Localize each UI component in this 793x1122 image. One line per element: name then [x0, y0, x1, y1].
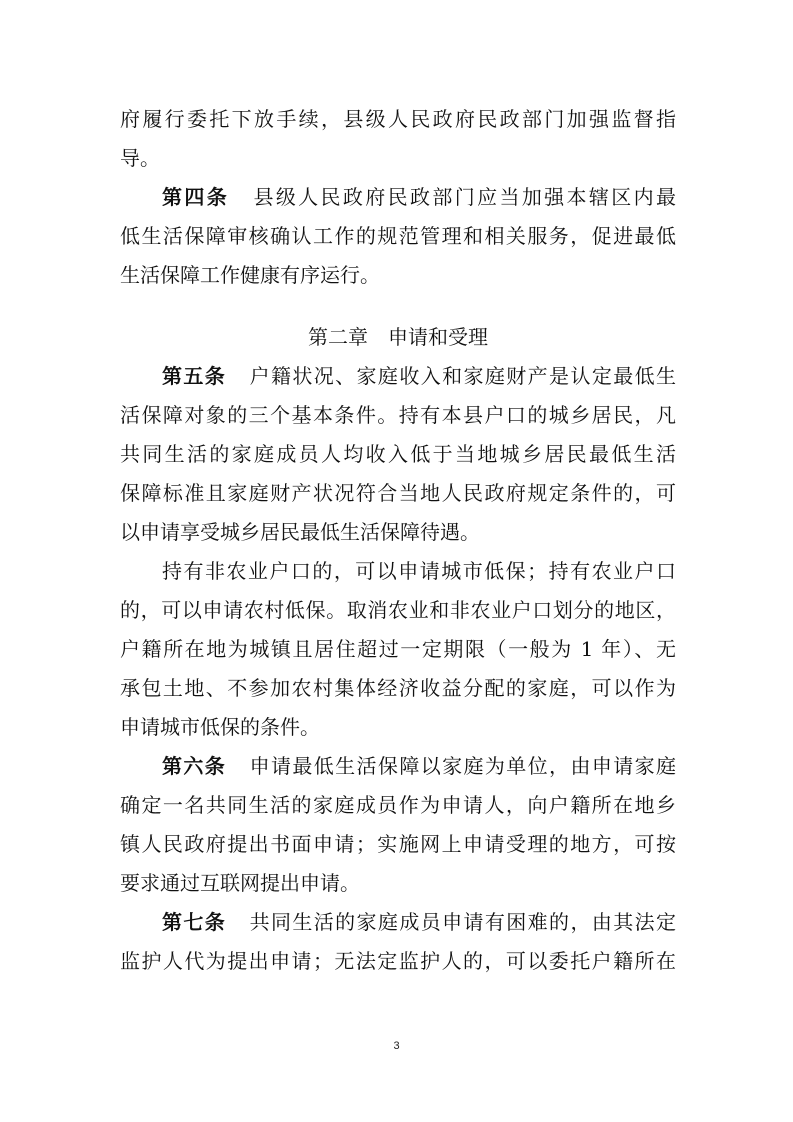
- text-line: 承包土地、不参加农村集体经济收益分配的家庭，可以作为: [120, 676, 676, 700]
- spacer: [120, 295, 676, 317]
- article-6-label: 第六条: [162, 754, 227, 778]
- chapter-heading: [120, 317, 676, 357]
- article-5-label: 第五条: [162, 364, 227, 388]
- article-5-first-line: [120, 357, 676, 396]
- chapter-title: 申请和受理: [388, 325, 488, 349]
- article-6-first-line: [120, 747, 676, 786]
- text-line: 监护人代为提出申请；无法定监护人的，可以委托户籍所在: [120, 949, 676, 973]
- text-line: 导。: [120, 146, 160, 170]
- text-line: 户籍所在地为城镇且居住超过一定期限（一般为 1 年）、无: [120, 637, 676, 661]
- text-line: 申请城市低保的条件。: [120, 715, 320, 739]
- article-4-first-line: [120, 178, 676, 217]
- chapter-number: 第二章: [308, 325, 368, 349]
- text-line: 低生活保障审核确认工作的规范管理和相关服务，促进最低: [120, 224, 676, 248]
- article-4-label: 第四条: [162, 185, 230, 209]
- article-7-text: 共同生活的家庭成员申请有困难的，由其法定: [248, 910, 677, 934]
- article-6-text: 申请最低生活保障以家庭为单位，由申请家庭: [248, 754, 677, 778]
- text-line: 镇人民政府提出书面申请；实施网上申请受理的地方，可按: [120, 832, 676, 856]
- article-7-label: 第七条: [162, 910, 227, 934]
- text-line: 以申请享受城乡居民最低生活保障待遇。: [120, 520, 480, 544]
- text-line: 活保障对象的三个基本条件。持有本县户口的城乡居民，凡: [120, 403, 676, 427]
- page-number: 3: [393, 1040, 400, 1052]
- text-line: 要求通过互联网提出申请。: [120, 871, 360, 895]
- text-line: 共同生活的家庭成员人均收入低于当地城乡居民最低生活: [120, 442, 676, 466]
- text-line: 确定一名共同生活的家庭成员作为申请人，向户籍所在地乡: [120, 793, 676, 817]
- article-7-first-line: [120, 903, 676, 942]
- text-line: 保障标准且家庭财产状况符合当地人民政府规定条件的，可: [120, 481, 676, 505]
- paragraph-first-line: 持有非农业户口的，可以申请城市低保；持有农业户口: [162, 559, 676, 583]
- text-line: 府履行委托下放手续，县级人民政府民政部门加强监督指: [120, 107, 676, 131]
- text-line: 生活保障工作健康有序运行。: [120, 263, 380, 287]
- article-5-text: 户籍状况、家庭收入和家庭财产是认定最低生: [248, 364, 677, 388]
- text-line: 的，可以申请农村低保。取消农业和非农业户口划分的地区，: [120, 598, 676, 622]
- article-4-text: 县级人民政府民政部门应当加强本辖区内最: [251, 185, 677, 209]
- document-body: [120, 100, 676, 981]
